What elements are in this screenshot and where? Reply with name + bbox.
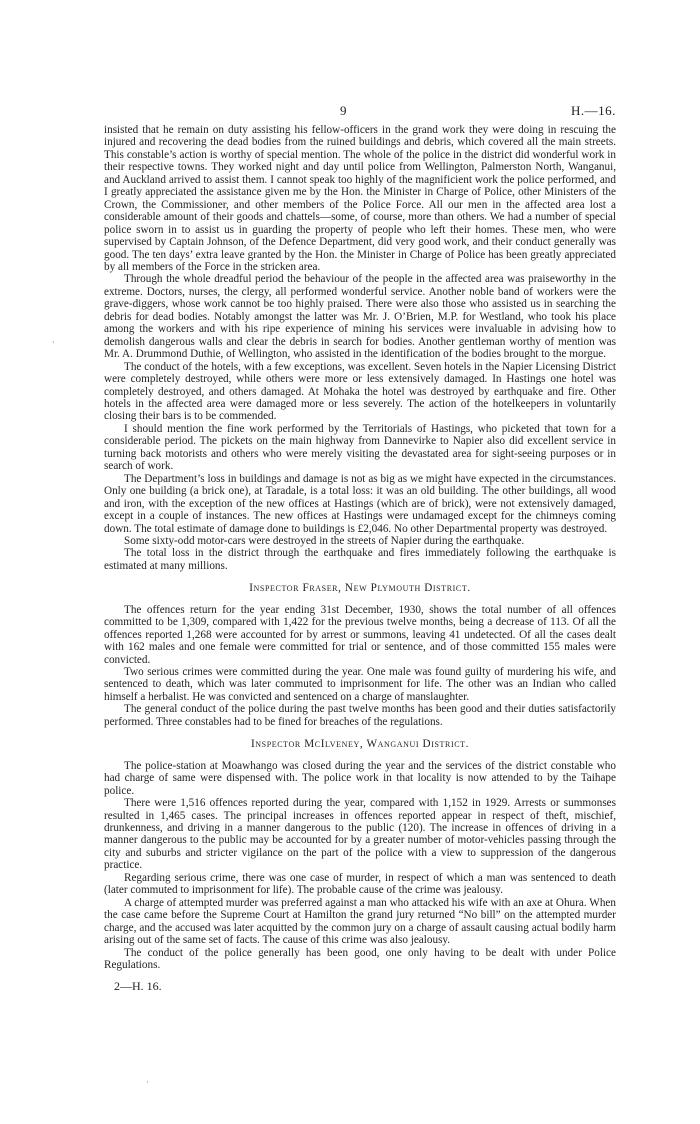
document-code: H.—16. xyxy=(571,103,616,118)
paragraph: The general conduct of the police during the past twelve months has been good and their duties satisfactorily performed. Three constables had to be fined for breaches of the regulations. xyxy=(104,703,616,728)
page-header xyxy=(0,103,700,123)
paragraph: A charge of attempted murder was preferred against a man who attacked his wife with an axe at Ohura. When the case came before the Supreme Court at Hamilton the grand jury returned “No bill” on the attempted murder charge, and the accused was later acquitted by the common jury on a charge of assault causing actual bodily harm arising out of the same set of facts. The cause of this crime was also jealousy. xyxy=(104,896,616,947)
paragraph: I should mention the fine work performed by the Territorials of Hastings, who picketed that town for a considerable period. The pickets on the main highway from Dannevirke to Napier also did excellent service in turning back motorists and others who were merely visiting the devastated area for sight-seeing purposes or in search of work. xyxy=(104,422,616,473)
margin-dot-mark: · xyxy=(52,338,55,348)
paragraph: Through the whole dreadful period the behaviour of the people in the affected area was praiseworthy in the extreme. Doctors, nurses, the clergy, all performed wonderful service. Another noble band of workers were the grave-diggers, whose work cannot be too highly praised. There were also those who assisted us in searching the debris for dead bodies. Notably amongst the latter was Mr. J. O’Brien, M.P. for Westland, who took his place among the workers and with his ripe experience of mining his services were invaluable in advising how to demolish dangerous walls and clear the debris in search for bodies. Another gentleman worthy of mention was Mr. A. Drummond Duthie, of Wellington, who assisted in the identification of the bodies brought to the morgue. xyxy=(104,273,616,361)
paragraph: Regarding serious crime, there was one case of murder, in respect of which a man was sentenced to death (later commuted to imprisonment for life). The probable cause of the crime was jealousy. xyxy=(104,871,616,897)
margin-dot-mark: · xyxy=(146,1078,149,1088)
paragraph: There were 1,516 offences reported during the year, compared with 1,152 in 1929. Arrests or summonses resulted in 1,465 cases. The principal increases in offences reported appear in respect of theft, mischief, drunkenness, and driving in a manner dangerous to the public (120). The increase in offences of driving in a manner dangerous to the public may be accounted for by a greater number of motor-vehicles passing through the city and suburbs and stricter vigilance on the part of the police with a view to suppression of the dangerous practice. xyxy=(104,797,616,872)
paragraph: The police-station at Moawhango was closed during the year and the services of the district constable who had charge of same were dispensed with. The police work in that locality is now attended to by the Taihape police. xyxy=(104,759,616,797)
paragraph: The total loss in the district through the earthquake and fires immediately following the earthquake is estimated at many millions. xyxy=(104,547,616,572)
page-number: 9 xyxy=(340,103,347,118)
paragraph: Some sixty-odd motor-cars were destroyed in the streets of Napier during the earthquake. xyxy=(124,534,525,547)
section-heading-wanganui: Inspector McIlveney, Wanganui District. xyxy=(250,738,470,751)
paragraph: Two serious crimes were committed during the year. One male was found guilty of murdering his wife, and sentenced to death, which was later commuted to imprisonment for life. The other was an Indian who called himself a herbalist. He was convicted and sentenced on a charge of manslaughter. xyxy=(104,666,616,703)
paragraph: The conduct of the hotels, with a few exceptions, was excellent. Seven hotels in the Napier Licensing District were completely destroyed, while others were more or less extensively damaged. In Hastings one hotel was completely destroyed, and others damaged. At Mohaka the hotel was destroyed by earthquake and fire. Other hotels in the affected area were damaged more or less severely. The action of the hotelkeepers in voluntarily closing their bars is to be commended. xyxy=(104,360,616,423)
paragraph: The conduct of the police generally has been good, one only having to be dealt with under Police Regulations. xyxy=(104,946,616,971)
paragraph: The Department’s loss in buildings and damage is not as big as we might have expected in the circumstances. Only one building (a brick one), at Taradale, is a total loss: it was an old building. The other buildings, all wood and iron, with the exception of the new offices at Hastings (which are of brick), were not extensively damaged, except in a couple of instances. The new offices at Hastings were undamaged except for the chimneys coming down. The total estimate of damage done to buildings is £2,046. No other Departmental property was destroyed. xyxy=(104,472,616,535)
signature-code: 2—H. 16. xyxy=(114,979,162,994)
paragraph: insisted that he remain on duty assisting his fellow-officers in the grand work they were doing in rescuing the injured and recovering the dead bodies from the ruined buildings and debris, which covered all the main streets. This constable’s action is worthy of special mention. The whole of the police in the district did wonderful work in their respective towns. They worked night and day until police from Wellington, Palmerston North, Wanganui, and Auckland arrived to assist them. I cannot speak too highly of the magnificient work the police performed, and I greatly appreciated the assistance given me by the Hon. the Minister in Charge of Police, other Ministers of the Crown, the Commissioner, and other members of the Police Force. All our men in the affected area lost a considerable amount of their goods and chattels—some, of course, more than others. We had a number of special police sworn in to assist us in guarding the property of people who left their homes. These men, who were supervised by Captain Johnson, of the Defence Department, did very good work, and their conduct generally was good. The ten days’ extra leave granted by the Hon. the Minister in Charge of Police has been greatly appreciated by all members of the Force in the stricken area. xyxy=(104,124,616,273)
document-body xyxy=(104,124,616,993)
section-heading-new-plymouth: Inspector Fraser, New Plymouth District. xyxy=(249,582,471,595)
paragraph: The offences return for the year ending 31st December, 1930, shows the total number of all offences committed to be 1,309, compared with 1,422 for the previous twelve months, being a decrease of 113. Of all the offences reported 1,268 were accounted for by arrest or summons, leaving 41 undetected. Of all the cases dealt with 162 males and one female were committed for trial or sentence, and of those committed 155 males were convicted. xyxy=(104,603,616,666)
